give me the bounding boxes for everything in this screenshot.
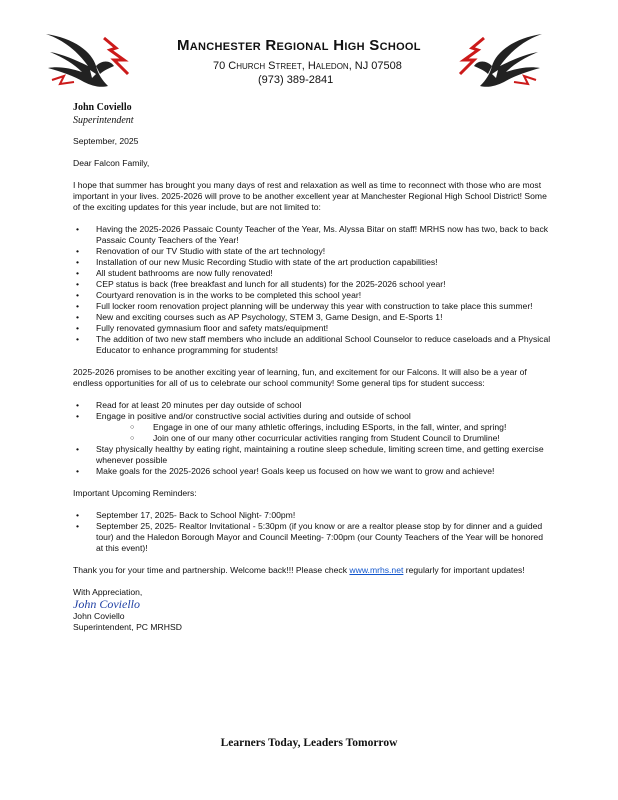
list-item: • Renovation of our TV Studio with state of the art technology! [73, 246, 551, 257]
thanks-text-before: Thank you for your time and partnership. Welcome back!!! Please check [73, 565, 350, 575]
list-item: • Stay physically healthy by eating right, maintaining a routine sleep schedule, limiting screen time, and getting exercise whenever possible [73, 444, 551, 466]
letter-body [73, 136, 551, 633]
list-item: • Courtyard renovation is in the works to be completed this school year! [73, 290, 551, 301]
list-item: • Fully renovated gymnasium floor and safety mats/equipment! [73, 323, 551, 334]
list-item: • September 25, 2025- Realtor Invitational - 5:30pm (if you know or are a realtor please stop by for dinner and a guided tour) and the Haledon Borough Mayor and Council Meeting- 7:00pm (our County Teachers of the Year will be honored at this event)! [73, 521, 551, 554]
sender-name: John Coviello [73, 102, 132, 113]
tip-engage-text: Engage in positive and/or constructive social activities during and outside of school [96, 411, 411, 421]
website-link[interactable]: www.mrhs.net [349, 565, 404, 575]
list-item: • Make goals for the 2025-2026 school year! Goals keep us focused on how we want to grow and achieve! [73, 466, 551, 477]
list-item: • CEP status is back (free breakfast and lunch for all students) for the 2025-2026 school year! [73, 279, 551, 290]
list-item: • September 17, 2025- Back to School Night- 7:00pm! [73, 510, 551, 521]
school-phone: (973) 389-2841 [258, 74, 334, 86]
falcon-logo-right [452, 30, 544, 94]
thanks-paragraph [73, 565, 551, 576]
school-address: 70 Church Street, Haledon, NJ 07508 [213, 60, 402, 72]
list-item: • New and exciting courses such as AP Psychology, STEM 3, Game Design, and E-Sports 1! [73, 312, 551, 323]
falcon-logo-left [44, 30, 136, 94]
list-item: • All student bathrooms are now fully renovated! [73, 268, 551, 279]
reminders-heading: Important Upcoming Reminders: [73, 488, 197, 498]
engage-sublist [96, 422, 551, 444]
list-item: • Installation of our new Music Recording Studio with state of the art production capabilities! [73, 257, 551, 268]
signature-title: Superintendent, PC MRHSD [73, 622, 182, 632]
sender-title: Superintendent [73, 115, 134, 126]
letter-greeting: Dear Falcon Family, [73, 158, 150, 168]
reminders-list [73, 510, 551, 554]
updates-list [73, 224, 551, 356]
signature-name: John Coviello [73, 611, 125, 621]
sub-list-item: ○ Engage in one of our many athletic offerings, including ESports, in the fall, winter, and spring! [130, 422, 551, 433]
list-item [73, 411, 551, 444]
list-item: • Read for at least 20 minutes per day outside of school [73, 400, 551, 411]
list-item: • Full locker room renovation project planning will be underway this year with construction to take place this summer! [73, 301, 551, 312]
letter-date: September, 2025 [73, 136, 139, 146]
sub-list-item: ○ Join one of our many other cocurricular activities ranging from Student Council to Drumline! [130, 433, 551, 444]
intro-paragraph: I hope that summer has brought you many days of rest and relaxation as well as time to reconnect with those who are most important in your lives. 2025-2026 will prove to be another excellent year at Manchester Regional High School District! Some of the exciting updates for this year include, but are not limited to: [73, 180, 547, 212]
tips-list [73, 400, 551, 477]
school-name: Manchester Regional High School [177, 37, 421, 54]
list-item: • The addition of two new staff members who include an additional School Counselor to reduce caseloads and a Physical Educator to enhance programming for students! [73, 334, 551, 356]
school-motto: Learners Today, Leaders Tomorrow [220, 737, 398, 749]
promise-paragraph: 2025-2026 promises to be another exciting year of learning, fun, and excitement for our Falcons. It will also be a year of endless opportunities for all of us to celebrate our school community! Some general tips for student success: [73, 367, 527, 388]
list-item: • Having the 2025-2026 Passaic County Teacher of the Year, Ms. Alyssa Bitar on staff! MRHS now has two, back to back Passaic County Teachers of the Year! [73, 224, 551, 246]
handwritten-signature: John Coviello [73, 597, 140, 611]
closing-line: With Appreciation, [73, 587, 143, 597]
thanks-text-after: regularly for important updates! [403, 565, 525, 575]
